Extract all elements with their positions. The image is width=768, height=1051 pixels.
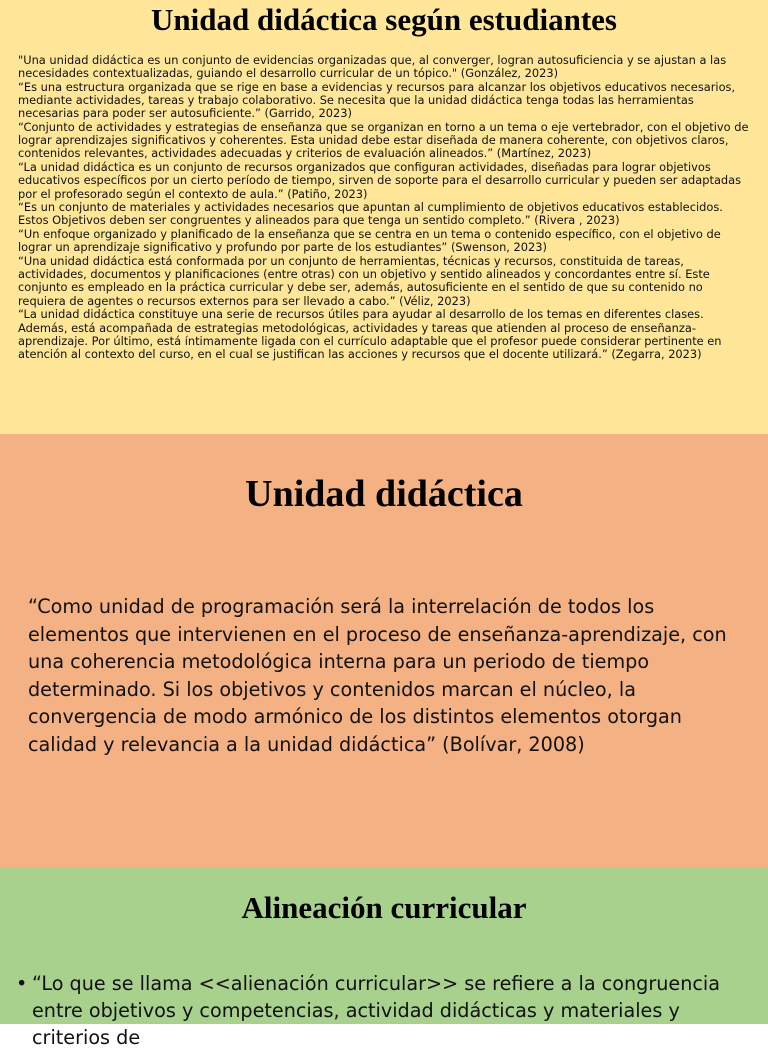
bullet-item [16,970,748,1051]
slide-title: Unidad didáctica según estudiantes [151,2,617,37]
slide-student-definitions [0,0,768,434]
quote-item: “Es una estructura organizada que se rige en base a evidencias y recursos para alcanzar los objetivos educativos necesarios, mediante actividades, tareas y trabajo colaborativo. Se necesita que la unidad didáctica tenga todas las herramientas necesarias para poder ser autosuficiente.” (Garrido, 2023) [18,79,736,121]
quote-item: “Una unidad didáctica está conformada por un conjunto de herramientas, técnicas y recursos, constituida de tareas, actividades, documentos y planificaciones (entre otras) con un objetivo y sentido alineados y concordantes entre sí. Este conjunto es empleado en la práctica curricular y debe ser, además, autosuficiente en el sentido de que su contenido no requiera de agentes o recursos externos para ser llevado a cabo.” (Véliz, 2023) [18,254,710,308]
quote-item: “Es un conjunto de materiales y actividades necesarios que apuntan al cumplimiento de objetivos educativos establecidos. Estos Objetivos deben ser congruentes y alineados para que tenga un sentido completo.” (Rivera , 2023) [18,200,723,228]
slide-alineacion-curricular [0,868,768,1049]
slide-title: Unidad didáctica [245,473,523,515]
quote-item: "Una unidad didáctica es un conjunto de evidencias organizadas que, al converger, logran autosuficiencia y se ajustan a las necesidades contextualizadas, guiando el desarrollo curricular de un tópico." (González, 2023) [18,53,727,81]
quote-item: “La unidad didáctica constituye una serie de recursos útiles para ayudar al desarrollo de los temas en diferentes clases. Además, está acompañada de estrategias metodológicas, actividades y tareas que atienden al proceso de enseñanza-aprendizaje. Por último, está íntimamente ligada con el currículo adaptable que el profesor puede considerar pertinente en atención al contexto del curso, en el cual se justifican las acciones y recursos que el docente utilizará.” (Zegarra, 2023) [18,307,722,361]
quote-list [18,54,750,361]
bullet-marker: • [16,972,28,995]
definition-quote: “Como unidad de programación será la interrelación de todos los elementos que intervienen en el proceso de enseñanza-aprendizaje, con una coherencia metodológica interna para un periodo de tiempo determinado. Si los objetivos y contenidos marcan el núcleo, la convergencia de modo armónico de los distintos elementos otorgan calidad y relevancia a la unidad didáctica” (Bolívar, 2008) [28,595,727,756]
quote-item: “Un enfoque organizado y planificado de la enseñanza que se centra en un tema o contenido específico, con el objetivo de lograr un aprendizaje significativo y profundo por parte de los estudiantes” (Swenson, 2023) [18,227,721,255]
quote-item: “La unidad didáctica es un conjunto de recursos organizados que configuran actividades, diseñadas para lograr objetivos educativos específicos por un cierto período de tiempo, sirven de soporte para el desarrollo curricular y pueden ser adaptadas por el profesorado según el contexto de aula.” (Patiño, 2023) [18,160,742,201]
slide-title: Alineación curricular [241,890,527,925]
slide-unidad-didactica [0,434,768,868]
quote-item: “Conjunto de actividades y estrategias de enseñanza que se organizan en torno a un tema o eje vertebrador, con el objetivo de lograr aprendizajes significativos y coherentes. Esta unidad debe estar diseñada de manera coherente, con objetivos claros, contenidos relevantes, actividades adecuadas y criterios de evaluación alineados.” (Martínez, 2023) [18,120,749,161]
bullet-text: “Lo que se llama <<alienación curricular>> se refiere a la congruencia entre objetivos y competencias, actividad didácticas y materiales y criterios de [32,972,721,1049]
